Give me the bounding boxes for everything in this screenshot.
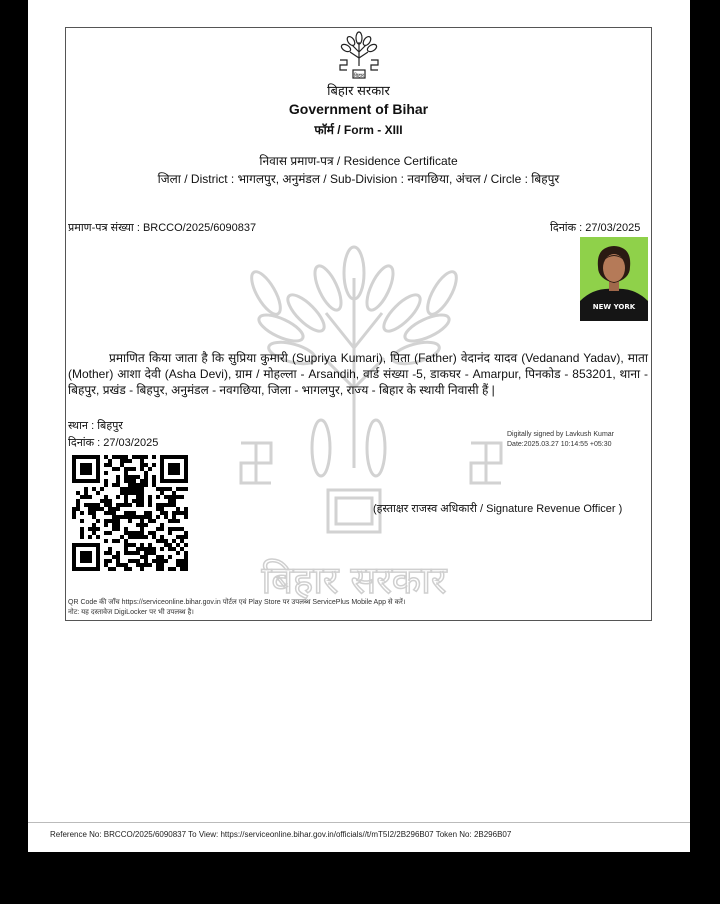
certificate-title: निवास प्रमाण-पत्र / Residence Certificate xyxy=(259,154,458,168)
reference-footer: Reference No: BRCCO/2025/6090837 To View: https://serviceonline.bihar.gov.in/officials//t/mT5I2/2B296B07 Token No: 2B296B07 xyxy=(50,830,512,839)
watermark-text: बिहार सरकार xyxy=(261,558,447,602)
applicant-photo xyxy=(580,237,648,321)
digital-signature-line2: Date:2025.03.27 10:14:55 +05:30 xyxy=(507,441,612,448)
photo-shirt-text: NEW YORK xyxy=(592,303,636,311)
document-page xyxy=(28,0,690,852)
residence-certificate xyxy=(65,27,652,621)
digital-signature-line1: Digitally signed by Lavkush Kumar xyxy=(507,431,614,438)
form-label: फॉर्म / Form - XIII xyxy=(314,123,403,137)
bihar-emblem-icon xyxy=(334,30,384,80)
hindi-government-title: बिहार सरकार xyxy=(327,83,390,98)
certificate-body: प्रमाणित किया जाता है कि सुप्रिया कुमारी (Supriya Kumari), पिता (Father) वेदानंद यादव (Vedanand Yadav), माता (Mother) आशा देवी (Asha Devi), ग्राम / मोहल्ला - Arsandih, वार्ड संख्या -5, डाकघर - Amarpur, पिनकोड - 853201, थाना - बिहपुर, प्रखंड - बिहपुर, अनुमंडल - नवगछिया, जिला - भागलपुर, राज्य - बिहार के स्थायी निवासी हैं | xyxy=(68,351,648,397)
verification-qr-code[interactable] xyxy=(70,455,190,571)
digilocker-note: नोट: यह दस्तावेज DigiLocker पर भी उपलब्ध है। xyxy=(68,609,194,616)
emblem-label: बिहार xyxy=(353,73,365,79)
place-label: स्थान : बिहपुर xyxy=(68,420,123,432)
government-title: Government of Bihar xyxy=(288,101,429,117)
footer-divider xyxy=(28,822,690,823)
signature-label: (हस्ताक्षर राजस्व अधिकारी / Signature Revenue Officer ) xyxy=(373,503,623,515)
issue-date: दिनांक : 27/03/2025 xyxy=(550,222,641,234)
qr-verification-note: QR Code की जाँच https://serviceonline.bihar.gov.in पोर्टल एवं Play Store पर उपलब्ध ServicePlus Mobile App से करें। xyxy=(68,599,406,606)
location-line: जिला / District : भागलपुर, अनुमंडल / Sub-Division : नवगछिया, अंचल / Circle : बिहपुर xyxy=(157,172,560,186)
certificate-number: प्रमाण-पत्र संख्या : BRCCO/2025/6090837 xyxy=(68,222,257,234)
footer-date: दिनांक : 27/03/2025 xyxy=(68,437,159,449)
